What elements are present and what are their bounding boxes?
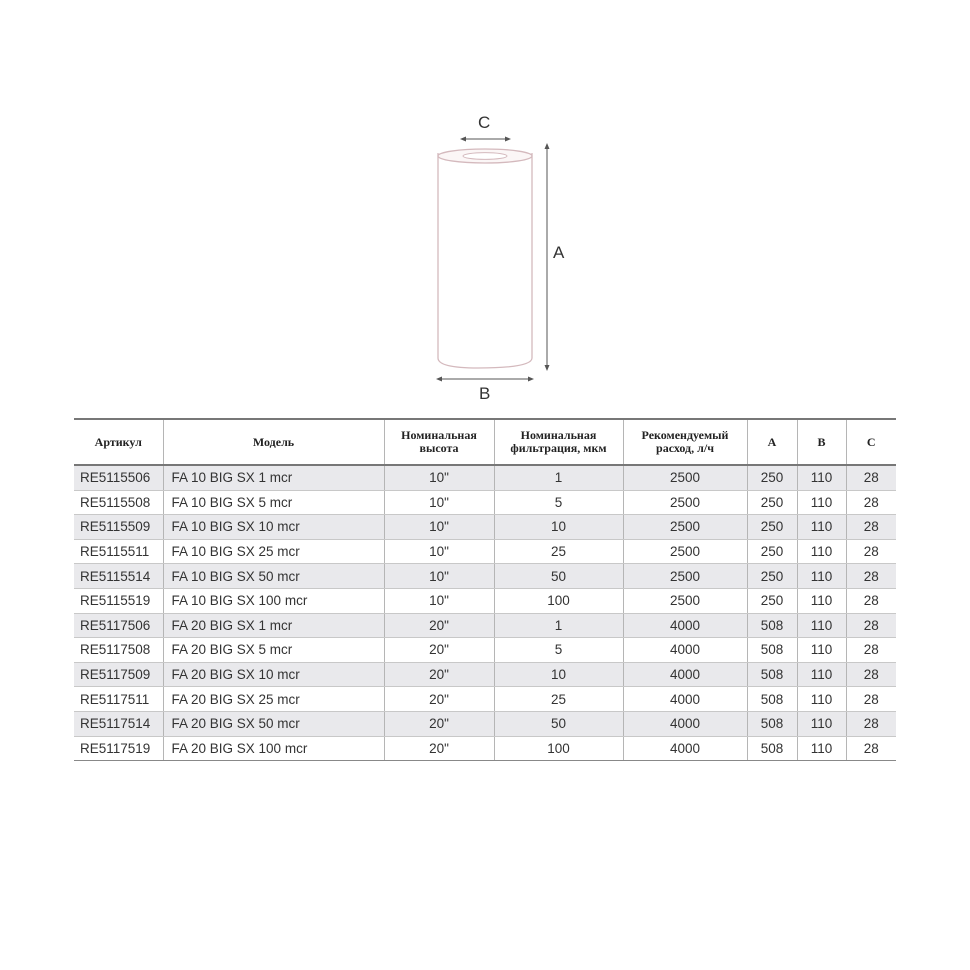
cell-flow: 2500: [623, 539, 747, 564]
cell-model: FA 10 BIG SX 100 mcr: [163, 588, 384, 613]
cell-height: 10": [384, 588, 494, 613]
cell-flow: 2500: [623, 490, 747, 515]
cell-filtration: 50: [494, 711, 623, 736]
cell-article: RE5117506: [74, 613, 163, 638]
cell-filtration: 25: [494, 687, 623, 712]
cell-b: 110: [797, 711, 846, 736]
cell-flow: 4000: [623, 638, 747, 663]
cell-height: 20": [384, 687, 494, 712]
cell-article: RE5117514: [74, 711, 163, 736]
cell-article: RE5115506: [74, 465, 163, 490]
cartridge-body: [438, 153, 532, 368]
dimension-a-label: A: [553, 243, 565, 262]
cell-a: 250: [747, 515, 797, 540]
header-flow: Рекомендуемый расход, л/ч: [623, 419, 747, 465]
cell-model: FA 20 BIG SX 100 mcr: [163, 736, 384, 761]
cell-model: FA 20 BIG SX 5 mcr: [163, 638, 384, 663]
table-row: [74, 539, 896, 564]
cell-a: 508: [747, 687, 797, 712]
cell-filtration: 1: [494, 465, 623, 490]
cell-height: 20": [384, 613, 494, 638]
cell-b: 110: [797, 490, 846, 515]
header-b: B: [797, 419, 846, 465]
cell-b: 110: [797, 588, 846, 613]
cell-a: 250: [747, 539, 797, 564]
cell-filtration: 100: [494, 588, 623, 613]
cell-c: 28: [846, 662, 896, 687]
cell-c: 28: [846, 638, 896, 663]
dimension-b-arrow: [436, 377, 534, 382]
cell-filtration: 5: [494, 638, 623, 663]
cell-filtration: 25: [494, 539, 623, 564]
cell-a: 250: [747, 490, 797, 515]
cell-height: 10": [384, 490, 494, 515]
cell-a: 250: [747, 588, 797, 613]
cell-c: 28: [846, 490, 896, 515]
cell-height: 10": [384, 465, 494, 490]
cell-b: 110: [797, 564, 846, 589]
dimension-a-arrow: [545, 143, 550, 371]
cell-flow: 4000: [623, 687, 747, 712]
cell-a: 508: [747, 638, 797, 663]
cell-model: FA 10 BIG SX 10 mcr: [163, 515, 384, 540]
dimension-c-arrow: [460, 137, 511, 142]
cell-filtration: 10: [494, 662, 623, 687]
cell-height: 20": [384, 662, 494, 687]
cell-a: 508: [747, 613, 797, 638]
cell-c: 28: [846, 613, 896, 638]
cell-b: 110: [797, 613, 846, 638]
table-row: [74, 687, 896, 712]
cell-c: 28: [846, 564, 896, 589]
header-article: Артикул: [74, 419, 163, 465]
cell-article: RE5115519: [74, 588, 163, 613]
cell-model: FA 10 BIG SX 1 mcr: [163, 465, 384, 490]
cell-b: 110: [797, 736, 846, 761]
cell-flow: 4000: [623, 736, 747, 761]
header-a: A: [747, 419, 797, 465]
cell-model: FA 20 BIG SX 1 mcr: [163, 613, 384, 638]
cell-article: RE5115511: [74, 539, 163, 564]
cell-c: 28: [846, 736, 896, 761]
cell-article: RE5115508: [74, 490, 163, 515]
cell-b: 110: [797, 539, 846, 564]
table-row: [74, 465, 896, 490]
cell-b: 110: [797, 662, 846, 687]
header-height: Номинальная высота: [384, 419, 494, 465]
cell-article: RE5117508: [74, 638, 163, 663]
header-c: C: [846, 419, 896, 465]
cell-article: RE5117519: [74, 736, 163, 761]
cell-c: 28: [846, 687, 896, 712]
dimension-c-label: C: [478, 113, 491, 132]
table-row: [74, 662, 896, 687]
cell-filtration: 5: [494, 490, 623, 515]
cell-c: 28: [846, 588, 896, 613]
cell-c: 28: [846, 465, 896, 490]
cell-b: 110: [797, 515, 846, 540]
table-row: [74, 736, 896, 761]
cell-model: FA 10 BIG SX 50 mcr: [163, 564, 384, 589]
cell-flow: 4000: [623, 613, 747, 638]
cell-filtration: 100: [494, 736, 623, 761]
cell-a: 508: [747, 736, 797, 761]
cell-article: RE5117509: [74, 662, 163, 687]
cell-a: 508: [747, 711, 797, 736]
cell-article: RE5115514: [74, 564, 163, 589]
cell-a: 508: [747, 662, 797, 687]
cell-c: 28: [846, 539, 896, 564]
cell-flow: 2500: [623, 564, 747, 589]
header-model: Модель: [163, 419, 384, 465]
cell-filtration: 1: [494, 613, 623, 638]
cell-a: 250: [747, 564, 797, 589]
header-filtration: Номинальная фильтрация, мкм: [494, 419, 623, 465]
cell-height: 10": [384, 539, 494, 564]
cell-model: FA 20 BIG SX 25 mcr: [163, 687, 384, 712]
cell-model: FA 10 BIG SX 5 mcr: [163, 490, 384, 515]
cell-height: 20": [384, 638, 494, 663]
table-row: [74, 564, 896, 589]
cell-model: FA 20 BIG SX 50 mcr: [163, 711, 384, 736]
cell-height: 10": [384, 564, 494, 589]
cartridge-core: [463, 153, 507, 160]
cell-flow: 2500: [623, 588, 747, 613]
cell-a: 250: [747, 465, 797, 490]
cell-model: FA 10 BIG SX 25 mcr: [163, 539, 384, 564]
cell-filtration: 50: [494, 564, 623, 589]
cell-b: 110: [797, 638, 846, 663]
cell-article: RE5115509: [74, 515, 163, 540]
cell-height: 20": [384, 711, 494, 736]
table-row: [74, 613, 896, 638]
cell-b: 110: [797, 465, 846, 490]
cell-filtration: 10: [494, 515, 623, 540]
cell-c: 28: [846, 711, 896, 736]
cell-c: 28: [846, 515, 896, 540]
dimension-b-label: B: [479, 384, 491, 403]
cell-flow: 2500: [623, 515, 747, 540]
table-row: [74, 638, 896, 663]
cell-height: 10": [384, 515, 494, 540]
cell-model: FA 20 BIG SX 10 mcr: [163, 662, 384, 687]
cell-height: 20": [384, 736, 494, 761]
cell-flow: 4000: [623, 662, 747, 687]
table-row: [74, 490, 896, 515]
cell-flow: 4000: [623, 711, 747, 736]
table-row: [74, 711, 896, 736]
table-header-row: [74, 419, 896, 465]
table-row: [74, 588, 896, 613]
cell-flow: 2500: [623, 465, 747, 490]
cell-b: 110: [797, 687, 846, 712]
spec-table: [74, 418, 896, 761]
cell-article: RE5117511: [74, 687, 163, 712]
table-row: [74, 515, 896, 540]
